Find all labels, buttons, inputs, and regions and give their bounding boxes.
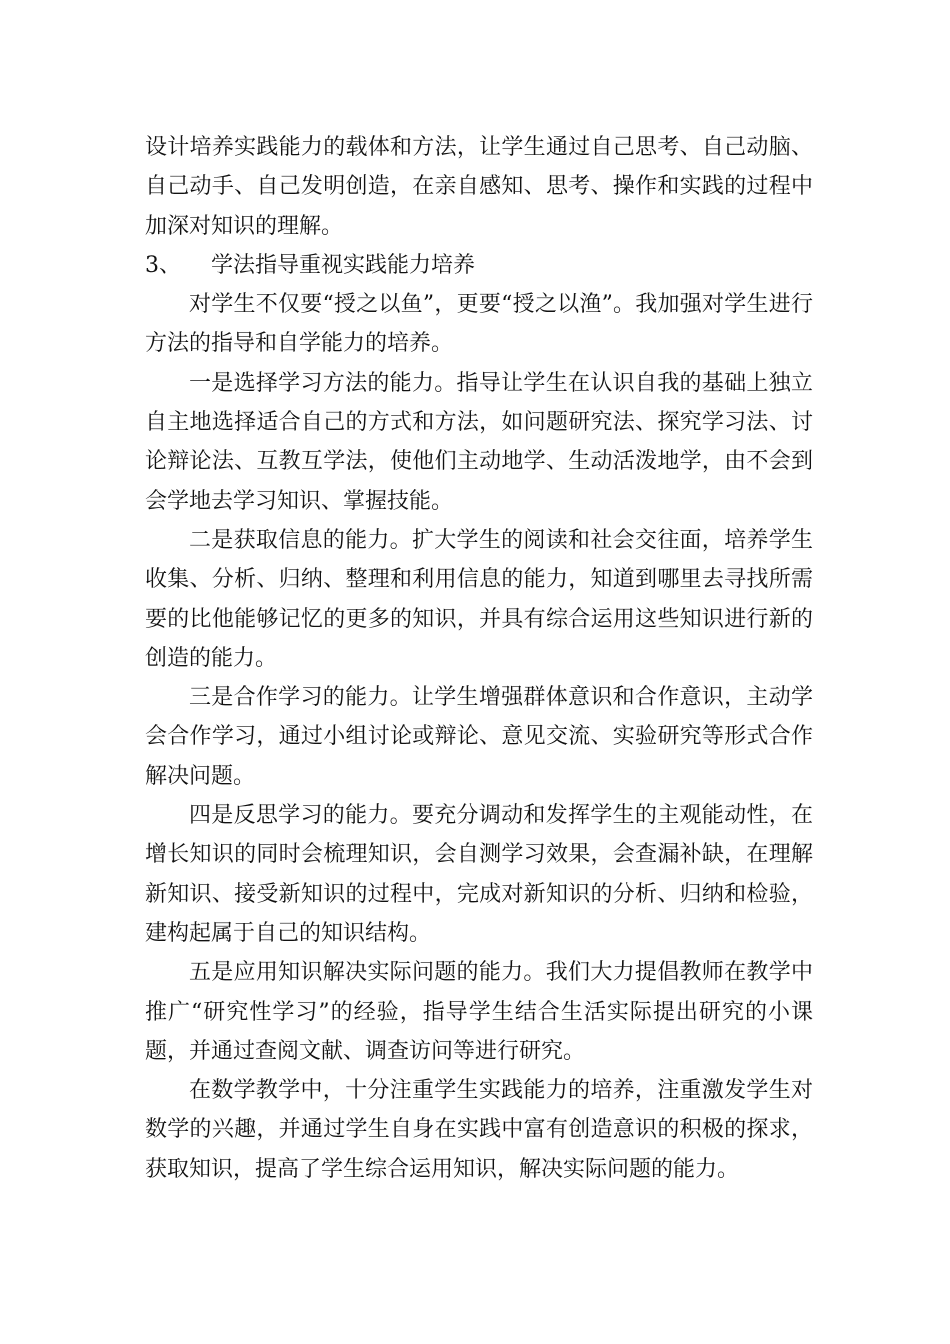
paragraph: 在数学教学中，十分注重学生实践能力的培养，注重激发学生对数学的兴趣，并通过学生自身在实践中富有创造意识的积极的探求，获取知识，提高了学生综合运用知识，解决实际问题的能力。 [145,1078,813,1182]
paragraph: 一是选择学习方法的能力。指导让学生在认识自我的基础上独立自主地选择适合自己的方式和方法，如问题研究法、探究学习法、讨论辩论法、互教互学法，使他们主动地学、生动活泼地学，由不会到会学地去学习知识、掌握技能。 [145,370,813,514]
document-body [145,128,813,1189]
paragraph: 二是获取信息的能力。扩大学生的阅读和社会交往面，培养学生收集、分析、归纳、整理和利用信息的能力，知道到哪里去寻找所需要的比他能够记忆的更多的知识，并具有综合运用这些知识进行新的创造的能力。 [145,527,813,671]
section-heading [145,246,813,285]
section-number: 3、 [145,252,181,278]
paragraph: 四是反思学习的能力。要充分调动和发挥学生的主观能动性，在增长知识的同时会梳理知识，会自测学习效果，会查漏补缺，在理解新知识、接受新知识的过程中，完成对新知识的分析、归纳和检验，建构起属于自己的知识结构。 [145,803,813,946]
paragraph: 对学生不仅要“授之以鱼”，更要“授之以渔”。我加强对学生进行方法的指导和自学能力的培养。 [145,292,813,357]
paragraph-continuation: 设计培养实践能力的载体和方法，让学生通过自己思考、自己动脑、自己动手、自己发明创造，在亲自感知、思考、操作和实践的过程中加深对知识的理解。 [145,135,813,239]
paragraph: 五是应用知识解决实际问题的能力。我们大力提倡教师在教学中推广“研究性学习”的经验，指导学生结合生活实际提出研究的小课题，并通过查阅文献、调查访问等进行研究。 [145,960,813,1064]
paragraph: 三是合作学习的能力。让学生增强群体意识和合作意识，主动学会合作学习，通过小组讨论或辩论、意见交流、实验研究等形式合作解决问题。 [145,685,813,789]
section-title: 学法指导重视实践能力培养 [211,252,476,278]
